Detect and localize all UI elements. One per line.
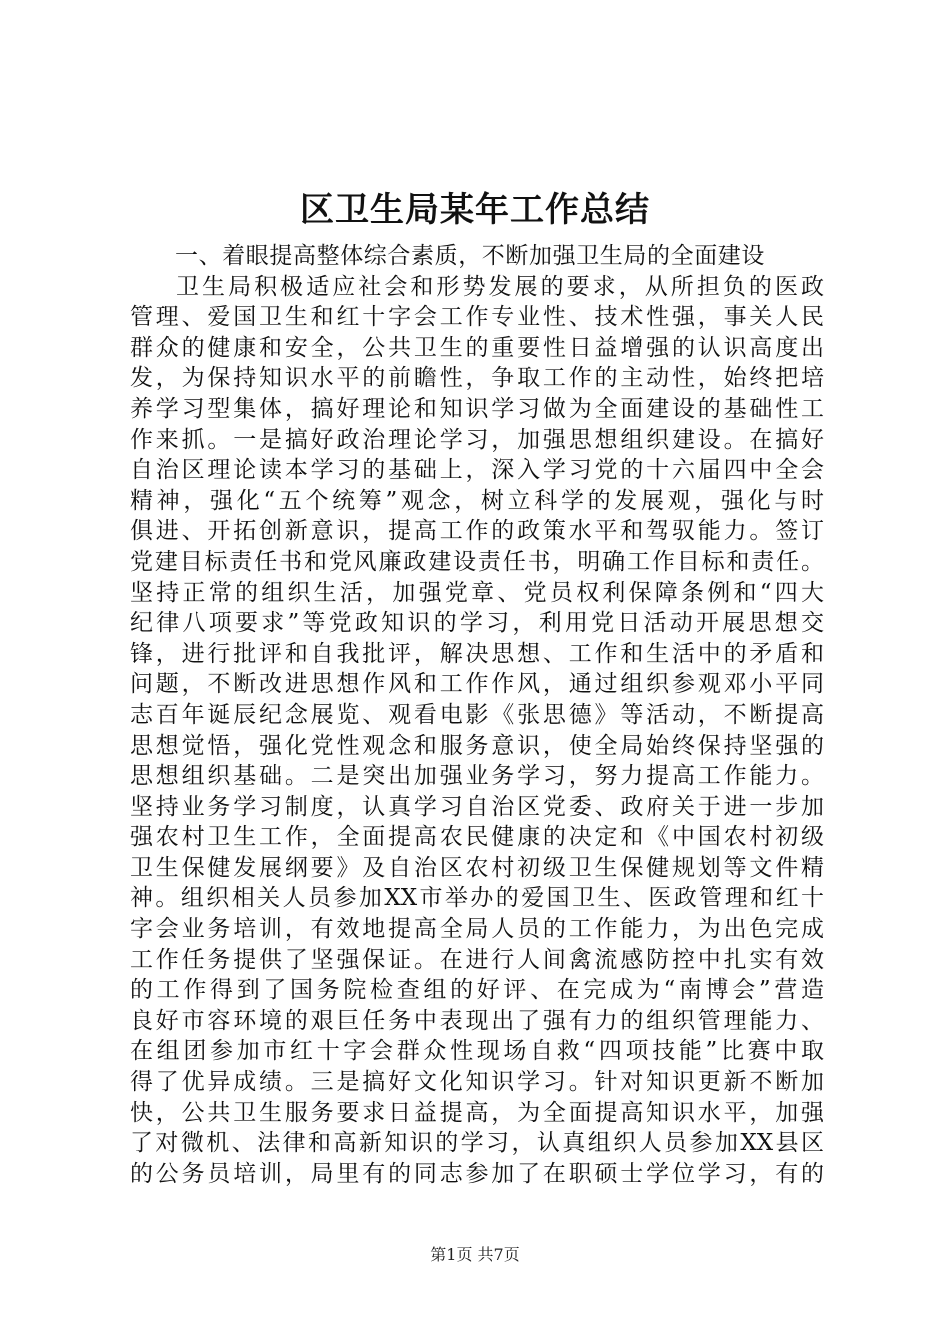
body-line: 得了优异成绩。三是搞好文化知识学习。针对知识更新不断加: [130, 1069, 824, 1096]
body-line: 自治区理论读本学习的基础上，深入学习党的十六届四中全会: [130, 457, 824, 484]
body-line: 在组团参加市红十字会群众性现场自救“四项技能”比赛中取: [130, 1038, 824, 1065]
page-number: 第1页 共7页: [430, 1245, 520, 1264]
body-line: 俱进、开拓创新意识，提高工作的政策水平和驾驭能力。签订: [130, 518, 824, 545]
body-line: 良好市容环境的艰巨任务中表现出了强有力的组织管理能力、: [130, 1007, 824, 1034]
body-line: 字会业务培训，有效地提高全局人员的工作能力，为出色完成: [130, 916, 824, 943]
body-line: 养学习型集体，搞好理论和知识学习做为全面建设的基础性工: [130, 395, 824, 422]
body-line: 坚持业务学习制度，认真学习自治区党委、政府关于进一步加: [130, 793, 824, 820]
body-line: 志百年诞辰纪念展览、观看电影《张思德》等活动，不断提高: [130, 701, 824, 728]
body-line: 思想觉悟，强化党性观念和服务意识，使全局始终保持坚强的: [130, 732, 824, 759]
body-line: 问题，不断改进思想作风和工作作风，通过组织参观邓小平同: [130, 671, 824, 698]
body-line: 发，为保持知识水平的前瞻性，争取工作的主动性，始终把培: [130, 365, 824, 392]
body-line: 强农村卫生工作，全面提高农民健康的决定和《中国农村初级: [130, 824, 824, 851]
body-line: 工作任务提供了坚强保证。在进行人间禽流感防控中扎实有效: [130, 946, 824, 973]
body-line: 卫生保健发展纲要》及自治区农村初级卫生保健规划等文件精: [130, 854, 824, 881]
body-line: 锋，进行批评和自我批评，解决思想、工作和生活中的矛盾和: [130, 640, 824, 667]
body-line: 作来抓。一是搞好政治理论学习，加强思想组织建设。在搞好: [130, 426, 824, 453]
body-line: 群众的健康和安全，公共卫生的重要性日益增强的认识高度出: [130, 334, 824, 361]
body-line: 快，公共卫生服务要求日益提高，为全面提高知识水平，加强: [130, 1099, 824, 1126]
body-line: 坚持正常的组织生活，加强党章、党员权利保障条例和“四大: [130, 579, 824, 606]
body-line: 了对微机、法律和高新知识的学习，认真组织人员参加XX县区: [130, 1130, 824, 1157]
body-line: 卫生局积极适应社会和形势发展的要求，从所担负的医政: [176, 273, 824, 300]
body-line: 精神，强化“五个统筹”观念，树立科学的发展观，强化与时: [130, 487, 824, 514]
body-line: 神。组织相关人员参加XX市举办的爱国卫生、医政管理和红十: [130, 885, 824, 912]
body-line: 思想组织基础。二是突出加强业务学习，努力提高工作能力。: [130, 763, 824, 790]
body-line: 党建目标责任书和党风廉政建设责任书，明确工作目标和责任。: [130, 548, 824, 575]
body-line: 纪律八项要求”等党政知识的学习，利用党日活动开展思想交: [130, 610, 824, 637]
body-line: 管理、爱国卫生和红十字会工作专业性、技术性强，事关人民: [130, 304, 824, 331]
document-title: 区卫生局某年工作总结: [300, 190, 650, 230]
body-line: 的公务员培训，局里有的同志参加了在职硕士学位学习，有的: [130, 1160, 824, 1187]
section-heading: 一、着眼提高整体综合素质，不断加强卫生局的全面建设: [175, 243, 765, 269]
body-line: 的工作得到了国务院检查组的好评、在完成为“南博会”营造: [130, 977, 824, 1004]
document-body: [130, 241, 824, 1189]
page-footer: [0, 1243, 950, 1267]
